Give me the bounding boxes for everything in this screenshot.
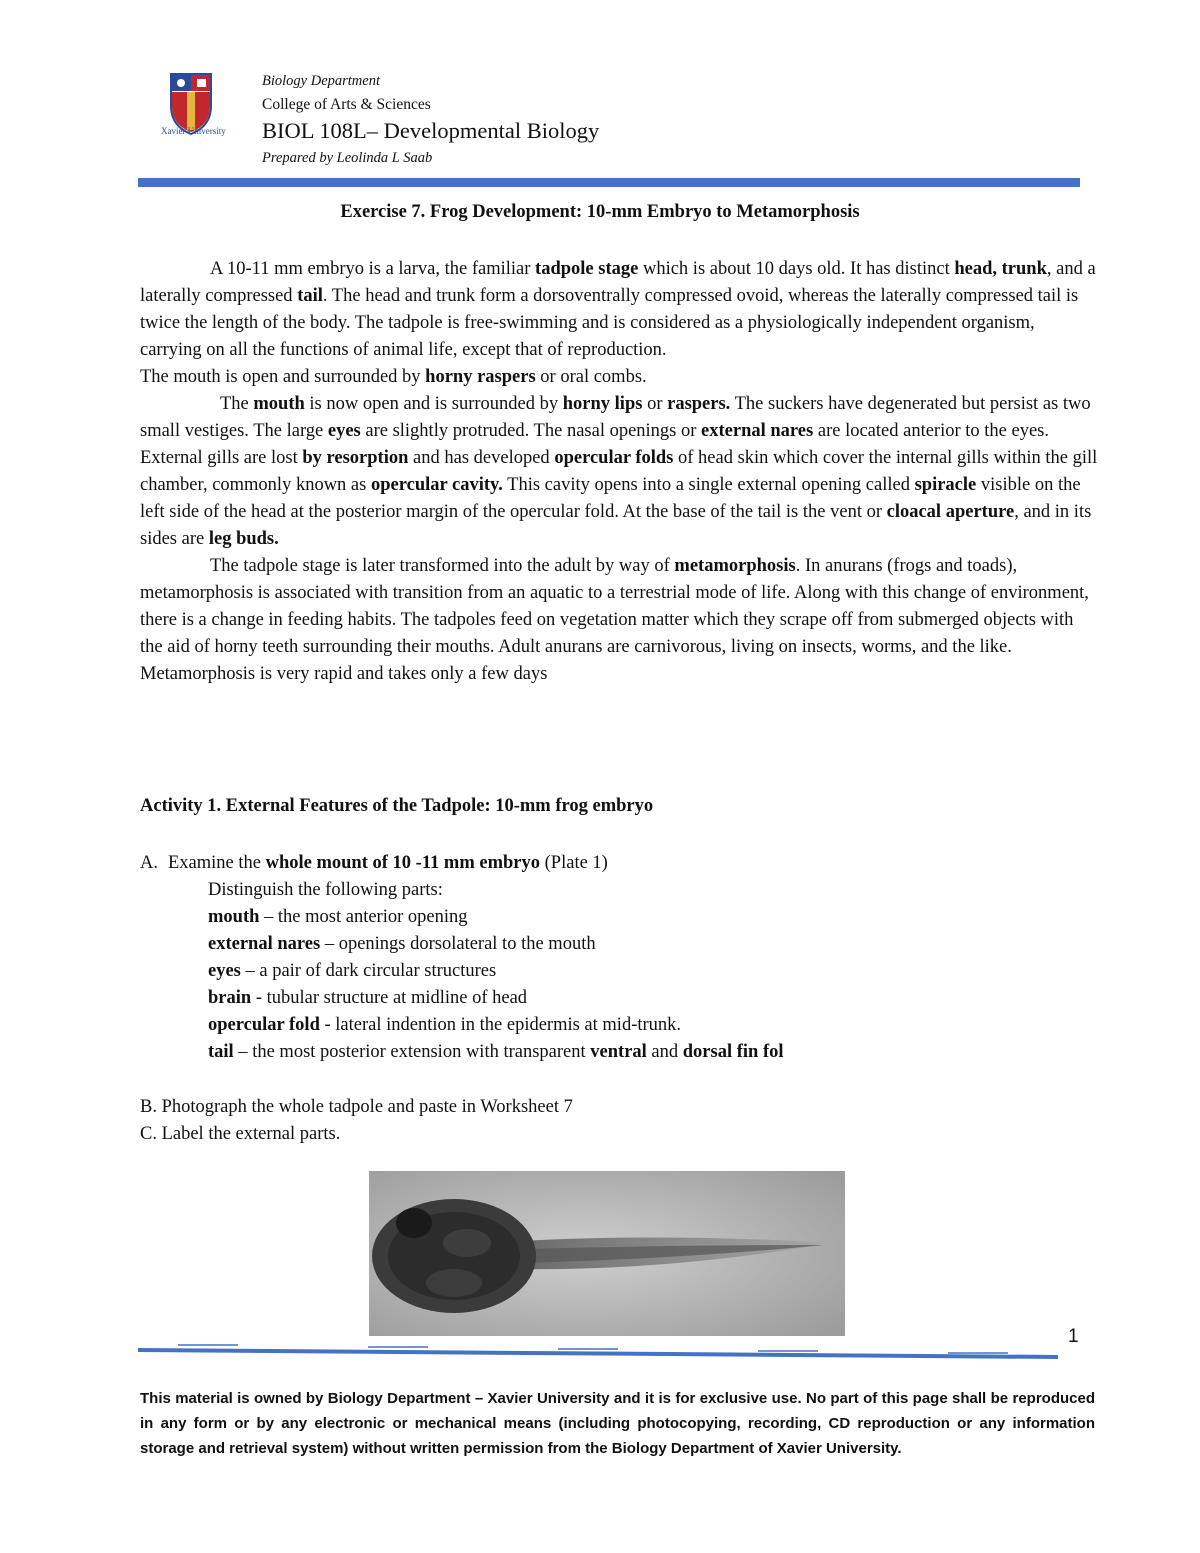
footer-divider: [138, 1342, 1058, 1364]
text-run: – a pair of dark circular structures: [240, 961, 497, 981]
text-run: – openings dorsolateral to the mouth: [320, 934, 596, 954]
body-text: [140, 256, 1100, 688]
paragraph-1: [140, 256, 1100, 364]
activity-part-a: [140, 850, 1100, 1066]
distinguish-line: Distinguish the following parts:: [208, 880, 443, 900]
text-run: . In anurans (frogs and toads), metamorphosis is associated with transition from an aquatic to a terrestrial mode of life. Along with this change of environment, there is a change in feeding habits. The tadpoles feed on vegetation matter which they scrape off from submerged objects with the aid of horny teeth surrounding their mouths. Adult anurans are carnivorous, living on insects, worms, and the like. Metamorphosis is very rapid and takes only a few days: [140, 556, 1089, 684]
text-run: – the most anterior opening: [259, 907, 468, 927]
bold-term: horny raspers: [425, 367, 536, 387]
text-run: or: [642, 394, 668, 414]
part-a-line: [140, 850, 1100, 877]
text-run: and: [646, 1042, 683, 1062]
exercise-title: Exercise 7. Frog Development: 10-mm Embryo to Metamorphosis: [340, 202, 860, 222]
bold-term: head, trunk: [954, 259, 1047, 279]
text-run: - tubular structure at midline of head: [251, 988, 528, 1008]
text-run: are slightly protruded. The nasal openings or: [360, 421, 702, 441]
part-b-line: B. Photograph the whole tadpole and paste in Worksheet 7: [140, 1097, 573, 1117]
text-run: of head skin which cover the internal gills within the gill chamber, commonly known as: [140, 448, 1098, 495]
paragraph-4: [140, 553, 1100, 688]
text-run: . The head and trunk form a dorsoventrally compressed ovoid, whereas the laterally compressed tail is twice the length of the body. The tadpole is free-swimming and is considered as a physiologically independent organism, carrying on all the functions of animal life, except that of reproduction.: [140, 286, 1079, 360]
bold-term: tadpole stage: [535, 259, 639, 279]
bold-term: opercular folds: [554, 448, 674, 468]
paragraph-3: [140, 391, 1100, 553]
part-list-item: [140, 958, 1100, 985]
header-department: Biology Department: [262, 73, 380, 89]
part-list-item: [140, 904, 1100, 931]
bold-term: ventral: [590, 1042, 647, 1062]
bold-term: raspers.: [667, 394, 731, 414]
text-run: Examine the: [168, 853, 266, 873]
bold-term: mouth: [253, 394, 305, 414]
part-c-line: C. Label the external parts.: [140, 1124, 341, 1144]
activity-parts-bc: [140, 1094, 573, 1148]
bold-term: spiracle: [914, 475, 977, 495]
part-list-item: [140, 1012, 1100, 1039]
text-run: and has developed: [408, 448, 555, 468]
part-a-letter: A.: [140, 853, 158, 873]
text-run: The suckers have degenerated but persist as two small vestiges. The large: [140, 394, 1091, 441]
part-list-item: [140, 985, 1100, 1012]
part-list-item: [140, 1039, 1100, 1066]
page-number: 1: [1068, 1326, 1079, 1347]
header-prepared-by: Prepared by Leolinda L Saab: [262, 150, 433, 166]
text-run: – the most posterior extension with transparent: [233, 1042, 591, 1062]
bold-term: opercular fold: [208, 1015, 320, 1035]
text-run: (Plate 1): [540, 853, 608, 873]
bold-term: eyes: [327, 421, 361, 441]
part-a-instruction: [168, 853, 608, 873]
bold-term: metamorphosis: [674, 556, 796, 576]
text-run: or oral combs.: [535, 367, 647, 387]
text-run: This cavity opens into a single external opening called: [502, 475, 915, 495]
text-run: , and in its sides are: [140, 502, 1092, 549]
bold-term: dorsal fin fol: [682, 1042, 784, 1062]
text-run: visible on the left side of the head at the posterior margin of the opercular fold. At the base of the tail is the vent or: [140, 475, 1081, 522]
header-college: College of Arts & Sciences: [262, 96, 431, 113]
text-run: are located anterior to the eyes. External gills are lost: [140, 421, 1049, 468]
bold-term: tail: [297, 286, 323, 306]
parts-list: [140, 904, 1100, 1066]
text-run: , and a laterally compressed: [140, 259, 1096, 306]
bold-term: leg buds.: [208, 529, 279, 549]
paragraph-2: [140, 364, 1100, 391]
text-run: - lateral indention in the epidermis at mid-trunk.: [319, 1015, 682, 1035]
bold-term: horny lips: [562, 394, 643, 414]
text-run: The tadpole stage is later transformed into the adult by way of: [210, 556, 675, 576]
logo-text: Xavier University: [161, 126, 226, 136]
text-run: A 10-11 mm embryo is a larva, the familiar: [210, 259, 536, 279]
bold-term: by resorption: [302, 448, 409, 468]
text-run: The mouth is open and surrounded by: [140, 367, 426, 387]
text-run: The: [220, 394, 254, 414]
tadpole-photo: [369, 1171, 845, 1336]
part-list-item: [140, 931, 1100, 958]
bold-term: eyes: [208, 961, 241, 981]
bold-term: external nares: [701, 421, 814, 441]
bold-term: brain: [208, 988, 252, 1008]
text-run: is now open and is surrounded by: [304, 394, 563, 414]
university-logo: [163, 70, 233, 140]
header-course: BIOL 108L– Developmental Biology: [262, 118, 600, 143]
activity-title: Activity 1. External Features of the Tadpole: 10-mm frog embryo: [140, 796, 654, 816]
bold-term: tail: [208, 1042, 234, 1062]
bold-term: whole mount of 10 -11 mm embryo: [265, 853, 541, 873]
bold-term: external nares: [208, 934, 321, 954]
bold-term: opercular cavity.: [370, 475, 503, 495]
bold-term: mouth: [208, 907, 260, 927]
bold-term: cloacal aperture: [886, 502, 1015, 522]
text-run: which is about 10 days old. It has distinct: [638, 259, 955, 279]
header-divider: [138, 178, 1080, 187]
copyright-footer: This material is owned by Biology Department – Xavier University and it is for exclusive use. No part of this page shall be reproduced in any form or by any electronic or mechanical means (including photocopying, recording, CD reproduction or any information storage and retrieval system) without written permission from the Biology Department of Xavier University.: [140, 1390, 1095, 1457]
